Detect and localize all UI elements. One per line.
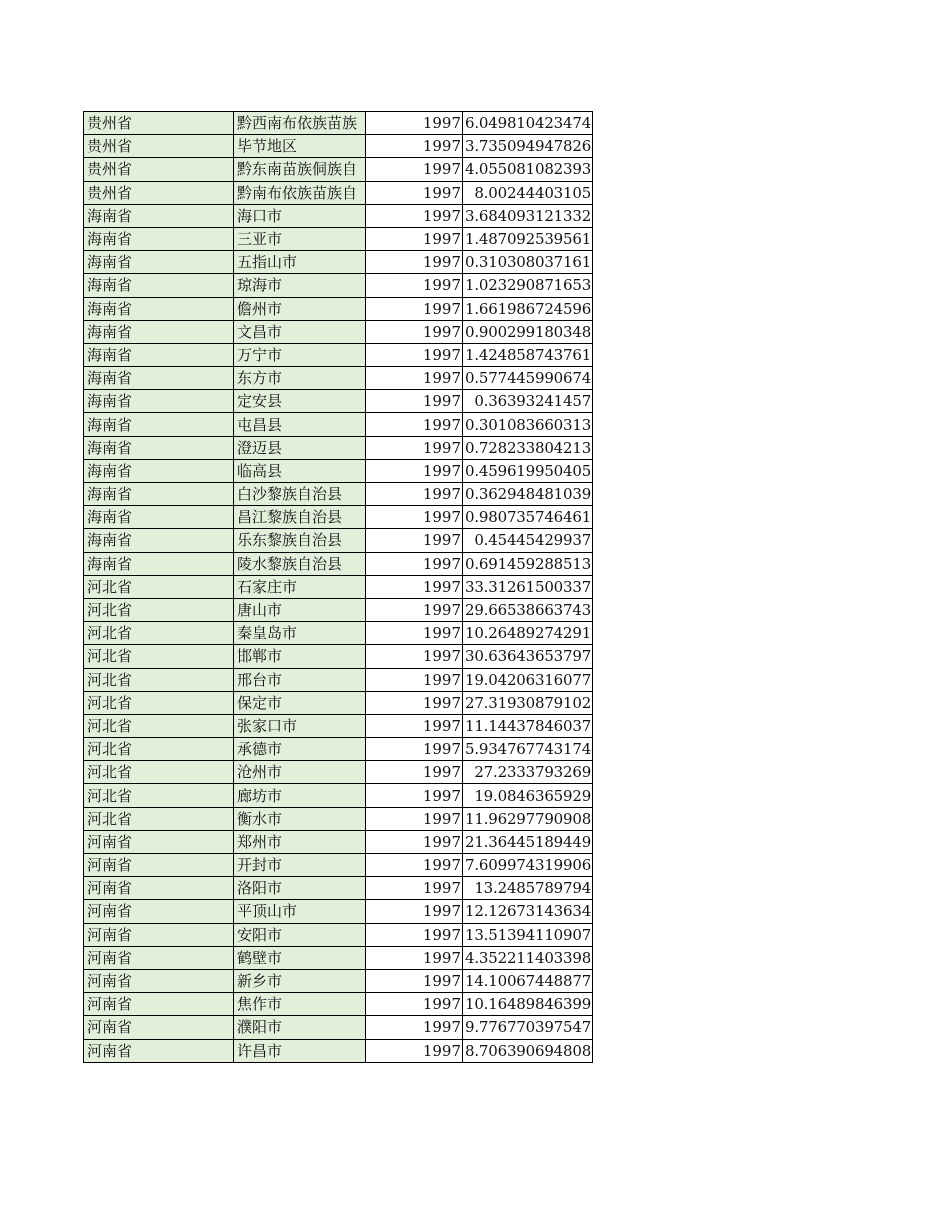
table-row [84, 923, 593, 946]
city-cell[interactable]: 洛阳市 [234, 877, 366, 900]
province-cell[interactable]: 河北省 [84, 668, 234, 691]
city-cell[interactable]: 沧州市 [234, 761, 366, 784]
province-cell[interactable]: 河南省 [84, 854, 234, 877]
table-row [84, 227, 593, 250]
table-row [84, 343, 593, 366]
city-cell[interactable]: 平顶山市 [234, 900, 366, 923]
table-row [84, 459, 593, 482]
value-cell[interactable]: 30.63643653797 [463, 645, 593, 668]
year-cell[interactable]: 1997 [366, 227, 463, 250]
city-cell[interactable]: 东方市 [234, 367, 366, 390]
value-cell[interactable]: 27.31930879102 [463, 691, 593, 714]
table-row [84, 668, 593, 691]
year-cell[interactable]: 1997 [366, 877, 463, 900]
year-cell[interactable]: 1997 [366, 204, 463, 227]
province-cell[interactable]: 河北省 [84, 598, 234, 621]
value-cell[interactable]: 0.362948481039 [463, 483, 593, 506]
city-cell[interactable]: 海口市 [234, 204, 366, 227]
province-cell[interactable]: 河南省 [84, 969, 234, 992]
value-cell[interactable]: 9.776770397547 [463, 1016, 593, 1039]
province-cell[interactable]: 海南省 [84, 413, 234, 436]
year-cell[interactable]: 1997 [366, 807, 463, 830]
year-cell[interactable]: 1997 [366, 854, 463, 877]
value-cell[interactable]: 0.310308037161 [463, 251, 593, 274]
year-cell[interactable]: 1997 [366, 552, 463, 575]
table-row [84, 807, 593, 830]
city-cell[interactable]: 屯昌县 [234, 413, 366, 436]
city-cell[interactable]: 黔南布依族苗族自 [234, 181, 366, 204]
city-cell[interactable]: 三亚市 [234, 227, 366, 250]
province-cell[interactable]: 海南省 [84, 367, 234, 390]
table-row [84, 506, 593, 529]
city-cell[interactable]: 许昌市 [234, 1039, 366, 1062]
year-cell[interactable]: 1997 [366, 483, 463, 506]
value-cell[interactable]: 1.661986724596 [463, 297, 593, 320]
province-cell[interactable]: 海南省 [84, 390, 234, 413]
city-cell[interactable]: 焦作市 [234, 993, 366, 1016]
year-cell[interactable]: 1997 [366, 761, 463, 784]
value-cell[interactable]: 1.023290871653 [463, 274, 593, 297]
table-row [84, 784, 593, 807]
value-cell[interactable]: 19.04206316077 [463, 668, 593, 691]
city-cell[interactable]: 张家口市 [234, 714, 366, 737]
city-cell[interactable]: 五指山市 [234, 251, 366, 274]
value-cell[interactable]: 10.16489846399 [463, 993, 593, 1016]
year-cell[interactable]: 1997 [366, 320, 463, 343]
value-cell[interactable]: 3.684093121332 [463, 204, 593, 227]
table-row [84, 714, 593, 737]
value-cell[interactable]: 0.459619950405 [463, 459, 593, 482]
city-cell[interactable]: 毕节地区 [234, 135, 366, 158]
year-cell[interactable]: 1997 [366, 506, 463, 529]
value-cell[interactable]: 0.728233804213 [463, 436, 593, 459]
year-cell[interactable]: 1997 [366, 390, 463, 413]
province-cell[interactable]: 河南省 [84, 1016, 234, 1039]
province-cell[interactable]: 河北省 [84, 622, 234, 645]
province-cell[interactable]: 河南省 [84, 946, 234, 969]
city-cell[interactable]: 黔西南布依族苗族 [234, 112, 366, 135]
table-row [84, 900, 593, 923]
province-cell[interactable]: 贵州省 [84, 135, 234, 158]
city-cell[interactable]: 鹤壁市 [234, 946, 366, 969]
year-cell[interactable]: 1997 [366, 436, 463, 459]
province-cell[interactable]: 河北省 [84, 714, 234, 737]
city-cell[interactable]: 衡水市 [234, 807, 366, 830]
province-cell[interactable]: 海南省 [84, 483, 234, 506]
table-row [84, 830, 593, 853]
value-cell[interactable]: 12.12673143634 [463, 900, 593, 923]
table-row [84, 1039, 593, 1062]
city-cell[interactable]: 陵水黎族自治县 [234, 552, 366, 575]
city-cell[interactable]: 秦皇岛市 [234, 622, 366, 645]
table-body [84, 112, 593, 1063]
value-cell[interactable]: 11.96297790908 [463, 807, 593, 830]
year-cell[interactable]: 1997 [366, 923, 463, 946]
table-row [84, 854, 593, 877]
province-cell[interactable]: 海南省 [84, 552, 234, 575]
table-row [84, 691, 593, 714]
city-cell[interactable]: 昌江黎族自治县 [234, 506, 366, 529]
city-cell[interactable]: 安阳市 [234, 923, 366, 946]
year-cell[interactable]: 1997 [366, 529, 463, 552]
table-row [84, 367, 593, 390]
table-row [84, 969, 593, 992]
value-cell[interactable]: 29.66538663743 [463, 598, 593, 621]
year-cell[interactable]: 1997 [366, 575, 463, 598]
city-cell[interactable]: 承德市 [234, 738, 366, 761]
table-row [84, 158, 593, 181]
province-cell[interactable]: 海南省 [84, 204, 234, 227]
city-cell[interactable]: 石家庄市 [234, 575, 366, 598]
city-cell[interactable]: 儋州市 [234, 297, 366, 320]
province-cell[interactable]: 海南省 [84, 436, 234, 459]
city-cell[interactable]: 保定市 [234, 691, 366, 714]
value-cell[interactable]: 5.934767743174 [463, 738, 593, 761]
province-cell[interactable]: 河南省 [84, 1039, 234, 1062]
value-cell[interactable]: 21.36445189449 [463, 830, 593, 853]
year-cell[interactable]: 1997 [366, 1016, 463, 1039]
year-cell[interactable]: 1997 [366, 274, 463, 297]
year-cell[interactable]: 1997 [366, 714, 463, 737]
table-row [84, 320, 593, 343]
year-cell[interactable]: 1997 [366, 181, 463, 204]
table-row [84, 529, 593, 552]
year-cell[interactable]: 1997 [366, 622, 463, 645]
value-cell[interactable]: 4.352211403398 [463, 946, 593, 969]
value-cell[interactable]: 7.609974319906 [463, 854, 593, 877]
city-cell[interactable]: 唐山市 [234, 598, 366, 621]
value-cell[interactable]: 4.055081082393 [463, 158, 593, 181]
value-cell[interactable]: 0.36393241457 [463, 390, 593, 413]
value-cell[interactable]: 13.51394110907 [463, 923, 593, 946]
year-cell[interactable]: 1997 [366, 738, 463, 761]
value-cell[interactable]: 19.0846365929 [463, 784, 593, 807]
table-row [84, 645, 593, 668]
year-cell[interactable]: 1997 [366, 668, 463, 691]
city-cell[interactable]: 白沙黎族自治县 [234, 483, 366, 506]
province-cell[interactable]: 贵州省 [84, 158, 234, 181]
value-cell[interactable]: 6.049810423474 [463, 112, 593, 135]
value-cell[interactable]: 3.735094947826 [463, 135, 593, 158]
value-cell[interactable]: 0.691459288513 [463, 552, 593, 575]
province-cell[interactable]: 海南省 [84, 251, 234, 274]
province-cell[interactable]: 海南省 [84, 506, 234, 529]
value-cell[interactable]: 0.577445990674 [463, 367, 593, 390]
city-cell[interactable]: 澄迈县 [234, 436, 366, 459]
year-cell[interactable]: 1997 [366, 598, 463, 621]
province-cell[interactable]: 海南省 [84, 459, 234, 482]
value-cell[interactable]: 8.706390694808 [463, 1039, 593, 1062]
value-cell[interactable]: 1.487092539561 [463, 227, 593, 250]
year-cell[interactable]: 1997 [366, 1039, 463, 1062]
year-cell[interactable]: 1997 [366, 784, 463, 807]
value-cell[interactable]: 27.2333793269 [463, 761, 593, 784]
province-cell[interactable]: 贵州省 [84, 112, 234, 135]
table-row [84, 993, 593, 1016]
table-row [84, 390, 593, 413]
value-cell[interactable]: 0.900299180348 [463, 320, 593, 343]
table-row [84, 297, 593, 320]
year-cell[interactable]: 1997 [366, 367, 463, 390]
year-cell[interactable]: 1997 [366, 343, 463, 366]
table-row [84, 552, 593, 575]
province-cell[interactable]: 河北省 [84, 807, 234, 830]
province-cell[interactable]: 海南省 [84, 529, 234, 552]
city-cell[interactable]: 临高县 [234, 459, 366, 482]
value-cell[interactable]: 10.26489274291 [463, 622, 593, 645]
city-cell[interactable]: 邢台市 [234, 668, 366, 691]
city-cell[interactable]: 万宁市 [234, 343, 366, 366]
value-cell[interactable]: 13.2485789794 [463, 877, 593, 900]
data-table [83, 111, 593, 1063]
province-cell[interactable]: 河北省 [84, 645, 234, 668]
province-cell[interactable]: 河南省 [84, 900, 234, 923]
city-cell[interactable]: 邯郸市 [234, 645, 366, 668]
province-cell[interactable]: 海南省 [84, 227, 234, 250]
table-row [84, 761, 593, 784]
table-row [84, 738, 593, 761]
city-cell[interactable]: 新乡市 [234, 969, 366, 992]
year-cell[interactable]: 1997 [366, 946, 463, 969]
province-cell[interactable]: 河南省 [84, 993, 234, 1016]
city-cell[interactable]: 濮阳市 [234, 1016, 366, 1039]
city-cell[interactable]: 文昌市 [234, 320, 366, 343]
province-cell[interactable]: 河南省 [84, 830, 234, 853]
province-cell[interactable]: 河南省 [84, 877, 234, 900]
city-cell[interactable]: 廊坊市 [234, 784, 366, 807]
table-row [84, 274, 593, 297]
table-row [84, 946, 593, 969]
table-row [84, 598, 593, 621]
province-cell[interactable]: 海南省 [84, 343, 234, 366]
table-row [84, 483, 593, 506]
table-row [84, 181, 593, 204]
year-cell[interactable]: 1997 [366, 459, 463, 482]
province-cell[interactable]: 河北省 [84, 784, 234, 807]
table-row [84, 1016, 593, 1039]
value-cell[interactable]: 14.10067448877 [463, 969, 593, 992]
province-cell[interactable]: 河北省 [84, 575, 234, 598]
year-cell[interactable]: 1997 [366, 900, 463, 923]
year-cell[interactable]: 1997 [366, 969, 463, 992]
city-cell[interactable]: 黔东南苗族侗族自 [234, 158, 366, 181]
year-cell[interactable]: 1997 [366, 135, 463, 158]
year-cell[interactable]: 1997 [366, 297, 463, 320]
table-row [84, 135, 593, 158]
value-cell[interactable]: 1.424858743761 [463, 343, 593, 366]
province-cell[interactable]: 河北省 [84, 691, 234, 714]
city-cell[interactable]: 定安县 [234, 390, 366, 413]
year-cell[interactable]: 1997 [366, 830, 463, 853]
table-row [84, 575, 593, 598]
province-cell[interactable]: 海南省 [84, 274, 234, 297]
province-cell[interactable]: 海南省 [84, 297, 234, 320]
value-cell[interactable]: 11.14437846037 [463, 714, 593, 737]
value-cell[interactable]: 8.00244403105 [463, 181, 593, 204]
year-cell[interactable]: 1997 [366, 158, 463, 181]
table-row [84, 413, 593, 436]
year-cell[interactable]: 1997 [366, 691, 463, 714]
year-cell[interactable]: 1997 [366, 112, 463, 135]
city-cell[interactable]: 琼海市 [234, 274, 366, 297]
year-cell[interactable]: 1997 [366, 251, 463, 274]
table-row [84, 622, 593, 645]
value-cell[interactable]: 0.301083660313 [463, 413, 593, 436]
year-cell[interactable]: 1997 [366, 645, 463, 668]
table-row [84, 112, 593, 135]
province-cell[interactable]: 河南省 [84, 923, 234, 946]
province-cell[interactable]: 河北省 [84, 761, 234, 784]
table-row [84, 204, 593, 227]
table-row [84, 436, 593, 459]
city-cell[interactable]: 开封市 [234, 854, 366, 877]
province-cell[interactable]: 海南省 [84, 320, 234, 343]
city-cell[interactable]: 乐东黎族自治县 [234, 529, 366, 552]
province-cell[interactable]: 贵州省 [84, 181, 234, 204]
value-cell[interactable]: 33.31261500337 [463, 575, 593, 598]
value-cell[interactable]: 0.980735746461 [463, 506, 593, 529]
value-cell[interactable]: 0.45445429937 [463, 529, 593, 552]
table-row [84, 251, 593, 274]
province-cell[interactable]: 河北省 [84, 738, 234, 761]
city-cell[interactable]: 郑州市 [234, 830, 366, 853]
table-row [84, 877, 593, 900]
year-cell[interactable]: 1997 [366, 413, 463, 436]
year-cell[interactable]: 1997 [366, 993, 463, 1016]
